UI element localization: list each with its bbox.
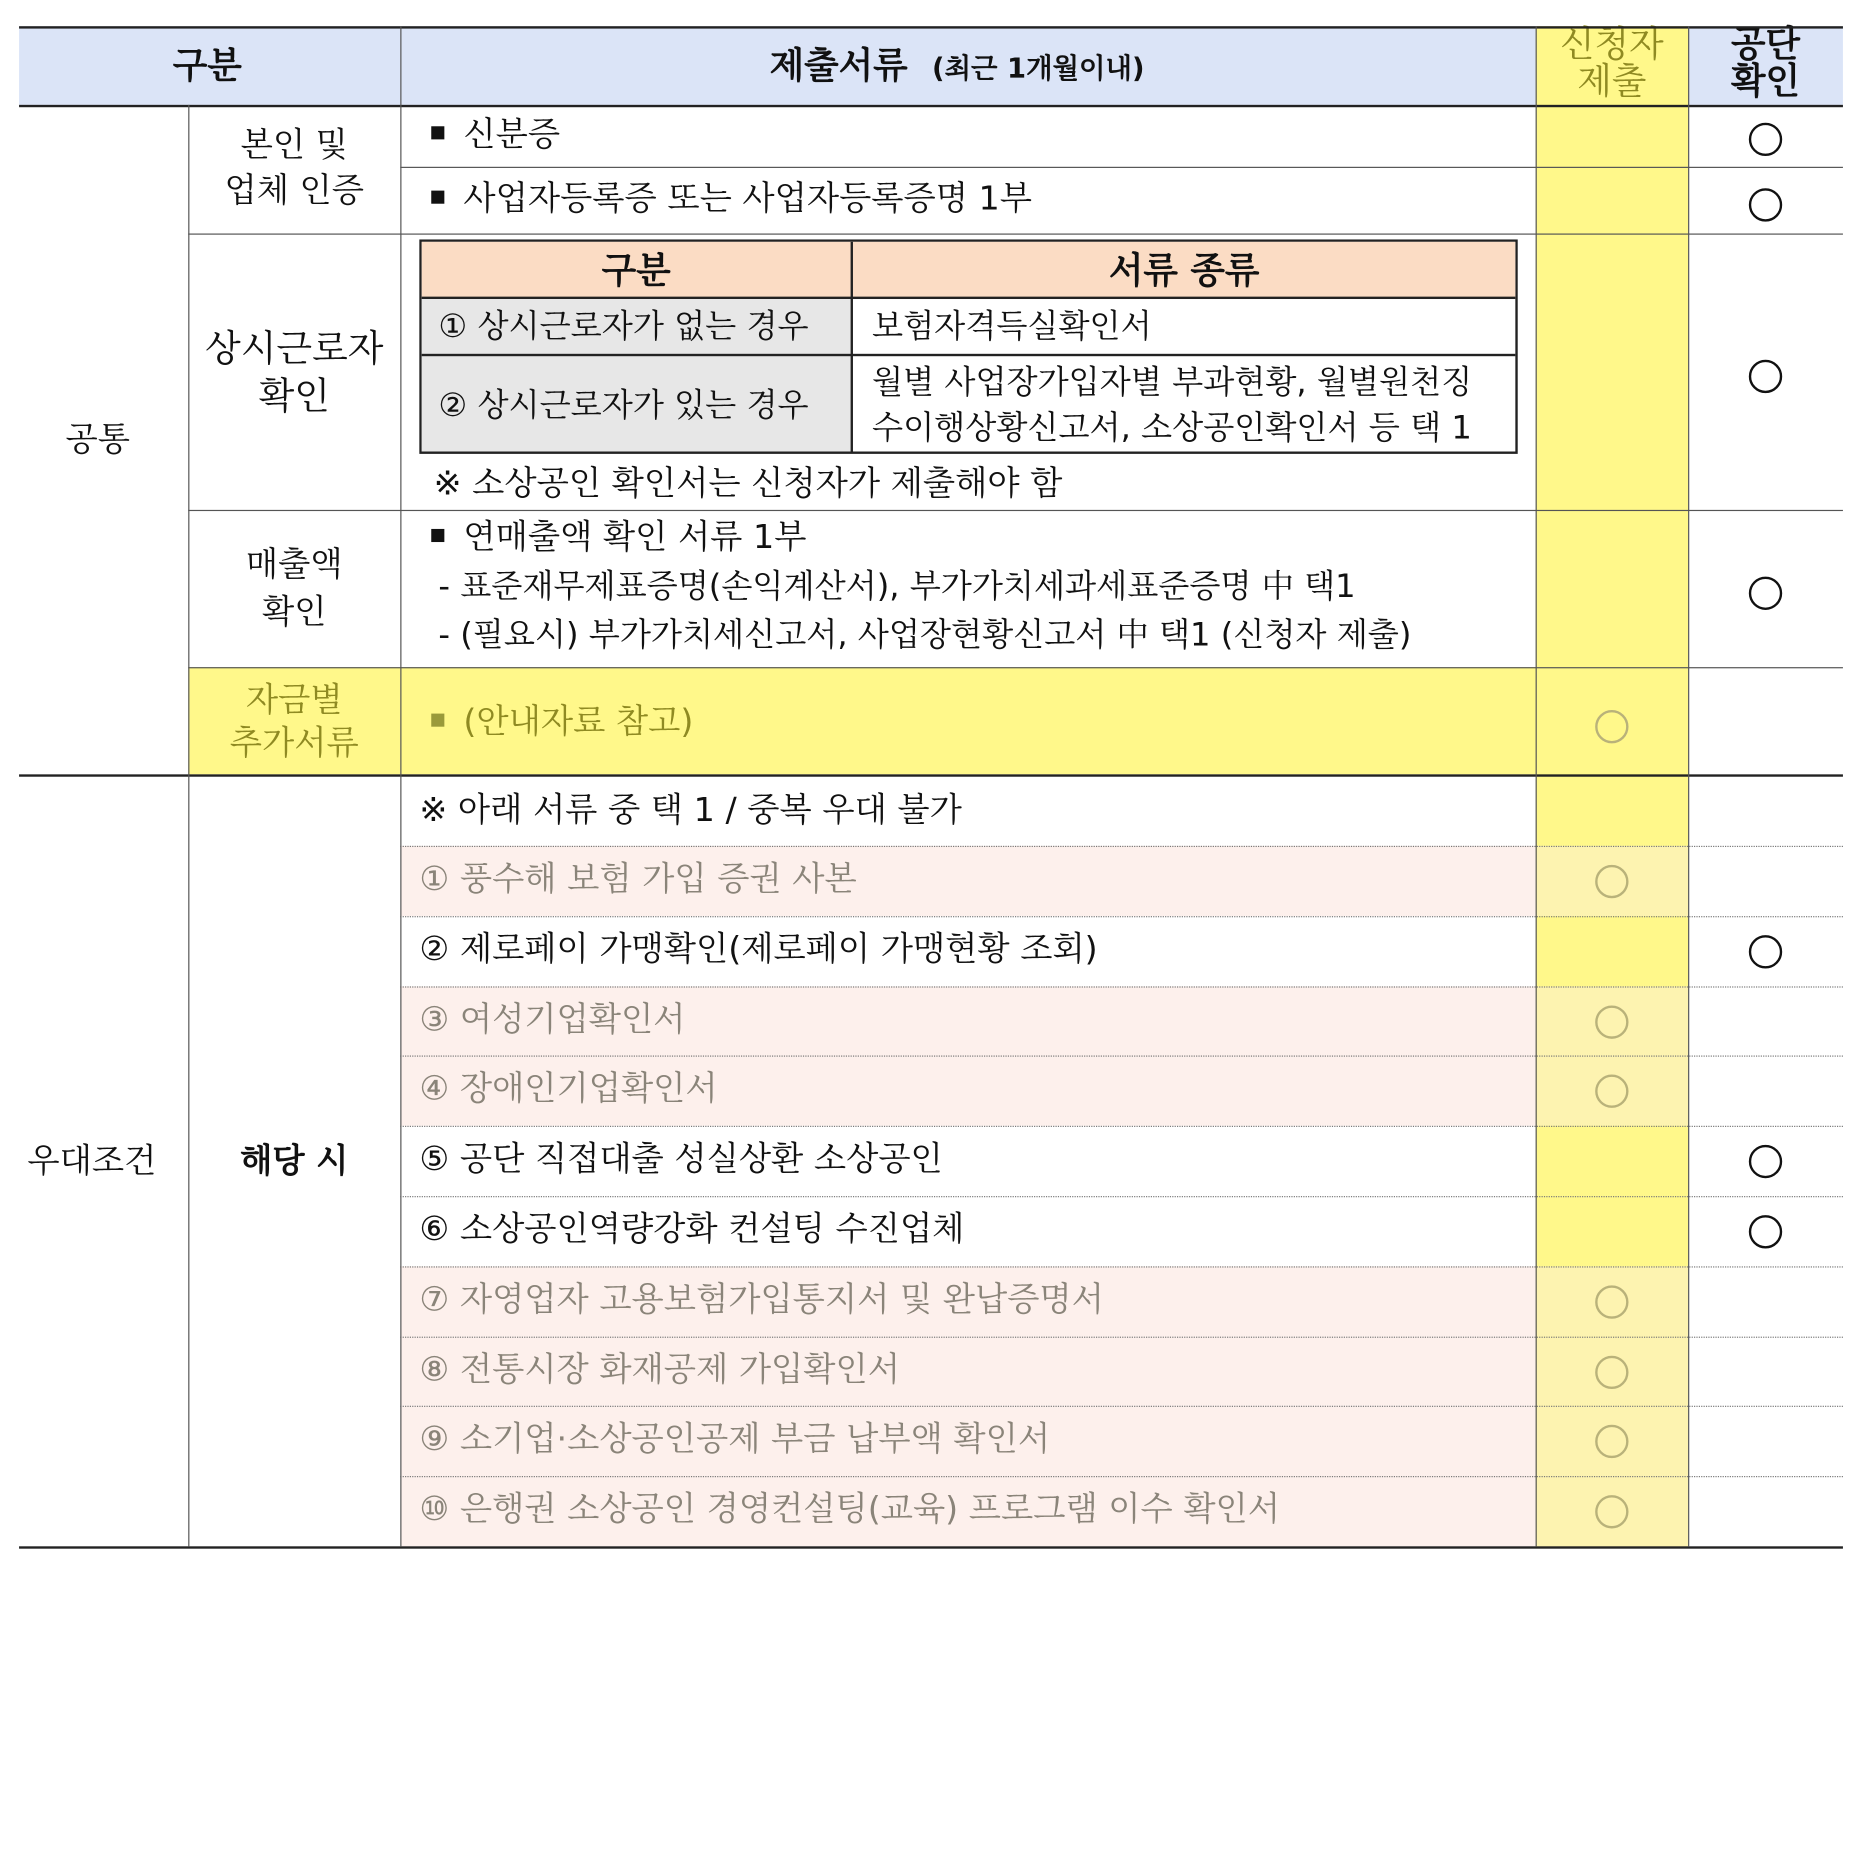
agency-check-biz-reg (1749, 188, 1782, 221)
row-sales-doc: 연매출액 확인 서류 1부 (431, 517, 806, 557)
grid-line (188, 667, 1843, 668)
grid-line-dotted (400, 1336, 1843, 1337)
inner-header-category: 구분 (601, 250, 671, 292)
grid-line-dotted (400, 1406, 1843, 1407)
row-id-card: 신분증 (431, 114, 560, 154)
inner-table (419, 239, 1517, 453)
header-docs: 제출서류 (최근 1개월이내) (769, 45, 1145, 87)
pref-item-label: ② 제로페이 가맹확인(제로페이 가맹현황 조회) (419, 928, 1098, 969)
agency-check-id-card (1749, 123, 1782, 156)
applicant-check (1595, 1005, 1628, 1038)
grid-line-dotted (400, 1476, 1843, 1477)
grid-line-dotted (400, 986, 1843, 987)
applicant-check (1595, 1495, 1628, 1528)
grid-line (19, 774, 1843, 776)
sub-applicable: 해당 시 (240, 1141, 349, 1181)
grid-line (400, 167, 1843, 168)
header-agency: 공단 확인 (1730, 23, 1801, 103)
sub-sales: 매출액 확인 (245, 544, 343, 632)
pref-item-label: ⑤ 공단 직접대출 성실상환 소상공인 (419, 1139, 943, 1179)
agency-check (1749, 935, 1782, 968)
pref-note: ※ 아래 서류 중 택 1 / 중복 우대 불가 (419, 789, 962, 830)
applicant-check (1595, 1285, 1628, 1318)
row-biz-reg: 사업자등록증 또는 사업자등록증명 1부 (431, 179, 1032, 219)
grid-line (19, 1546, 1843, 1548)
inner-r1-case: ① 상시근로자가 없는 경우 (438, 308, 809, 346)
pref-item-label: ⑨ 소기업·소상공인공제 부금 납부액 확인서 (419, 1419, 1051, 1459)
grid-line-dotted (400, 1056, 1843, 1057)
applicant-check-extra (1595, 710, 1628, 743)
inner-header-doc-type: 서류 종류 (1108, 250, 1260, 292)
row-extra-doc: (안내자료 참고) (431, 702, 693, 742)
inner-r2-case: ② 상시근로자가 있는 경우 (438, 387, 809, 425)
workers-note: ※ 소상공인 확인서는 신청자가 제출해야 함 (433, 463, 1063, 503)
inner-r1-doc: 보험자격득실확인서 (872, 308, 1152, 346)
row-sales-dash1: - 표준재무제표증명(손익계산서), 부가가치세과세표준증명 中 택1 (438, 568, 1356, 606)
pref-item-label: ⑥ 소상공인역량강화 컨설팅 수진업체 (419, 1209, 965, 1249)
applicant-check (1595, 865, 1628, 898)
pref-item-label: ⑧ 전통시장 화재공제 가입확인서 (419, 1349, 900, 1389)
grid-line (1688, 26, 1689, 1546)
grid-line-dotted (400, 1196, 1843, 1197)
sub-workers: 상시근로자 확인 (205, 327, 384, 419)
grid-line-dotted (400, 1266, 1843, 1267)
grid-line-dotted (400, 1126, 1843, 1127)
agency-check-workers (1749, 360, 1782, 393)
row-sales-dash2: - (필요시) 부가가치세신고서, 사업장현황신고서 中 택1 (신청자 제출) (438, 617, 1412, 655)
grid-line-dotted (400, 846, 1843, 847)
grid-line (19, 105, 1843, 107)
group-preferential: 우대조건 (27, 1141, 157, 1181)
inner-r2-doc: 월별 사업장가입자별 부과현황, 월별원천징 수이행상황신고서, 소상공인확인서 등 택 1 (872, 364, 1473, 447)
grid-line-dotted (400, 916, 1843, 917)
pref-item-label: ① 풍수해 보험 가입 증권 사본 (419, 858, 857, 899)
pref-item-label: ⑩ 은행권 소상공인 경영컨설팅(교육) 프로그램 이수 확인서 (419, 1489, 1281, 1529)
grid-line (400, 26, 401, 1546)
agency-check (1749, 1145, 1782, 1178)
pref-item-label: ③ 여성기업확인서 (419, 999, 686, 1039)
header-applicant: 신청자 제출 (1560, 23, 1664, 103)
applicant-check (1595, 1355, 1628, 1388)
agency-check (1749, 1215, 1782, 1248)
pref-item-label: ⑦ 자영업자 고용보험가입통지서 및 완납증명서 (419, 1279, 1104, 1319)
grid-line (188, 510, 1843, 511)
agency-check-sales (1749, 577, 1782, 610)
sub-identity: 본인 및 업체 인증 (224, 125, 364, 210)
grid-line (188, 105, 189, 1546)
header-category: 구분 (172, 45, 242, 87)
extra-docs-row-highlight (188, 667, 1688, 774)
grid-line (1536, 26, 1537, 1546)
grid-line (19, 26, 1843, 28)
pref-item-label: ④ 장애인기업확인서 (419, 1069, 718, 1109)
group-common: 공통 (65, 419, 130, 459)
sub-extra: 자금별 추가서류 (229, 680, 359, 763)
grid-line (188, 233, 1843, 234)
